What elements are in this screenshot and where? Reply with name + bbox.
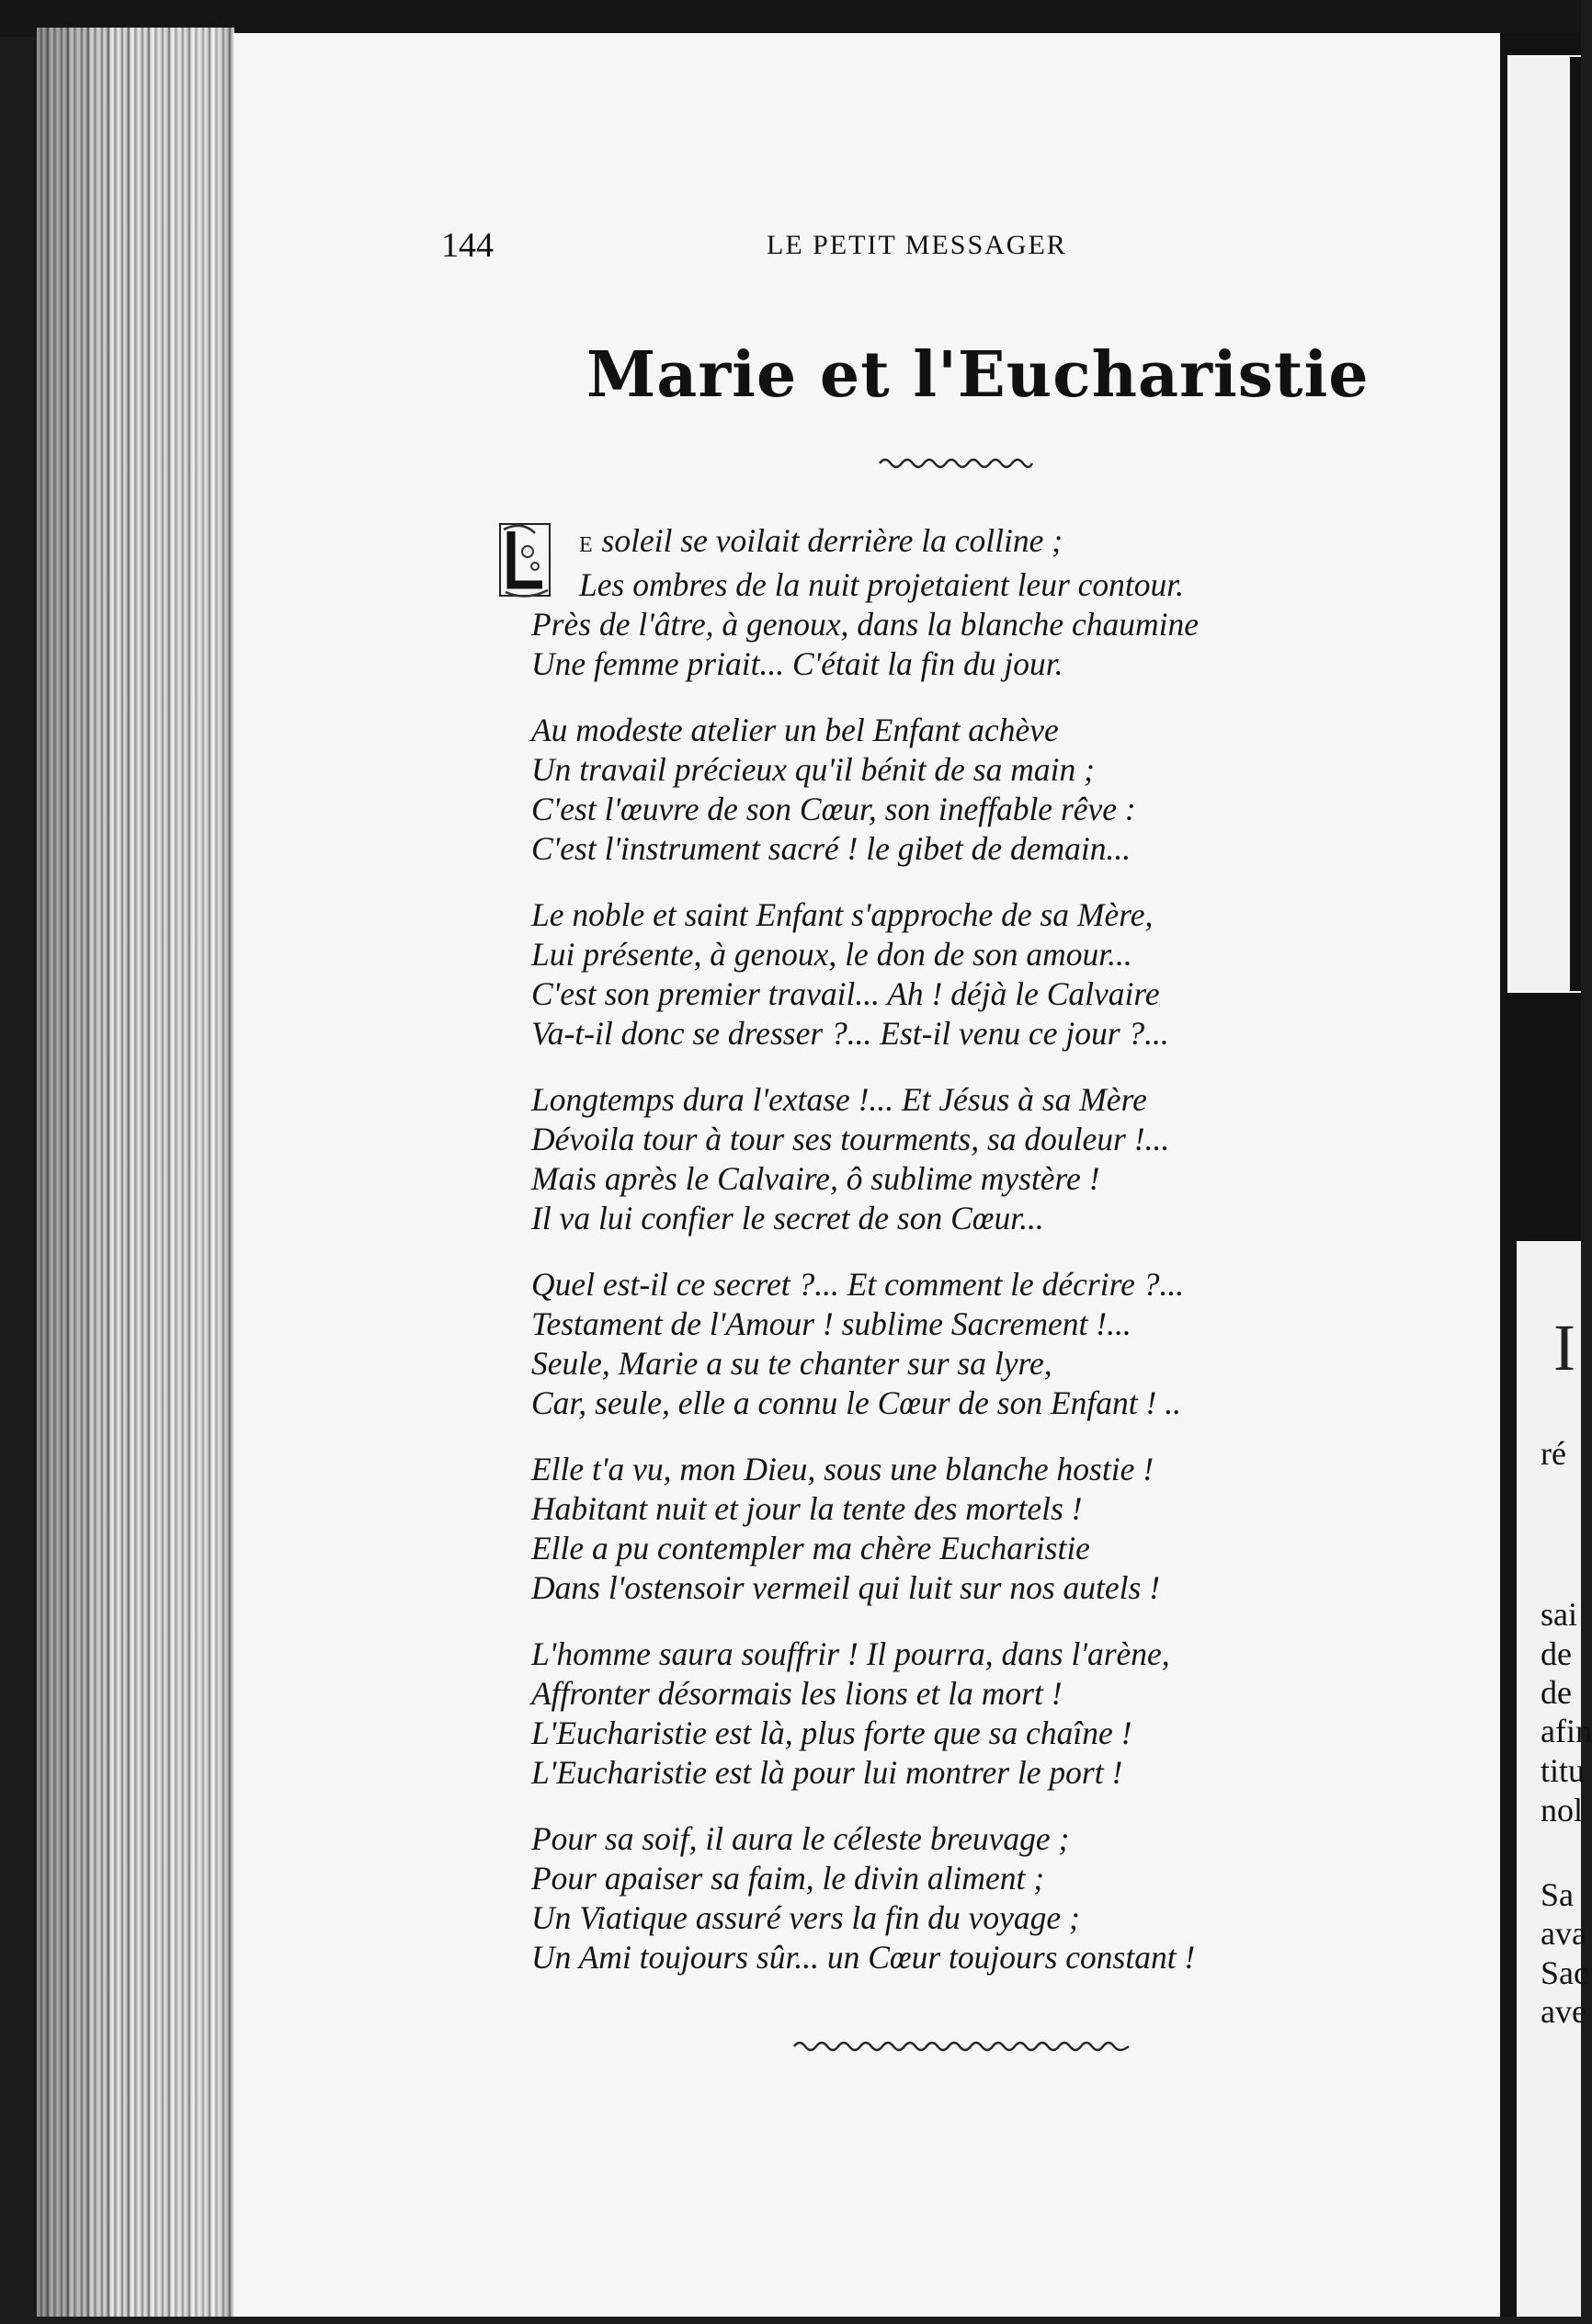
scan-border-top xyxy=(0,0,1581,37)
poem-line: Va-t-il donc se dresser ?... Est-il venu ce jour ?... xyxy=(531,1015,1169,1052)
poem-line: Un Viatique assuré vers la fin du voyage ; xyxy=(531,1899,1080,1936)
poem-line: Pour apaiser sa faim, le divin aliment ; xyxy=(531,1860,1045,1897)
next-page-fragment: de xyxy=(1541,1674,1572,1711)
poem-body xyxy=(531,521,1487,2004)
next-page-fragment: titu xyxy=(1541,1752,1586,1789)
poem-line: L'homme saura souffrir ! Il pourra, dans l'arène, xyxy=(531,1635,1170,1672)
poem-line: Pour sa soif, il aura le céleste breuvage ; xyxy=(531,1820,1070,1857)
stanza xyxy=(531,1080,1487,1238)
stanza xyxy=(531,521,1487,684)
stanza xyxy=(531,1635,1487,1793)
first-line-text: soleil se voilait derrière la colline ; xyxy=(601,522,1063,559)
poem-line: Seule, Marie a su te chanter sur sa lyre, xyxy=(531,1345,1052,1382)
poem-line: Quel est-il ce secret ?... Et comment le décrire ?... xyxy=(531,1266,1185,1303)
stanza xyxy=(531,1819,1487,1977)
poem-line: Elle a pu contempler ma chère Eucharistie xyxy=(531,1530,1090,1566)
poem-line: Car, seule, elle a connu le Cœur de son Enfant ! .. xyxy=(531,1384,1181,1421)
stanza xyxy=(531,1450,1487,1608)
poem-title: Marie et l'Eucharistie xyxy=(586,338,1370,412)
title-ornament xyxy=(878,452,1034,473)
poem-line: Un travail précieux qu'il bénit de sa main ; xyxy=(531,751,1095,788)
poem-line: Les ombres de la nuit projetaient leur contour. xyxy=(579,566,1185,603)
poem-line: Au modeste atelier un bel Enfant achève xyxy=(531,712,1059,748)
page-edges-shading xyxy=(37,28,234,2317)
poem-line: Habitant nuit et jour la tente des mortels ! xyxy=(531,1490,1083,1527)
next-page-fragment: ava xyxy=(1541,1915,1586,1952)
first-line-smallcap: E xyxy=(579,533,594,557)
next-page-fragment: Sa xyxy=(1541,1876,1574,1913)
stanza xyxy=(531,1265,1487,1423)
poem-line: Dévoila tour à tour ses tourments, sa douleur !... xyxy=(531,1121,1170,1157)
page-number: 144 xyxy=(441,226,494,265)
poem-line: L'Eucharistie est là, plus forte que sa chaîne ! xyxy=(531,1715,1132,1751)
poem-line: Longtemps dura l'extase !... Et Jésus à sa Mère xyxy=(531,1081,1147,1118)
poem-line: Mais après le Calvaire, ô sublime mystère ! xyxy=(531,1160,1100,1197)
poem-line: Testament de l'Amour ! sublime Sacrement !... xyxy=(531,1305,1131,1342)
poem-line: Un Ami toujours sûr... un Cœur toujours constant ! xyxy=(531,1939,1196,1976)
next-page-fragment: de xyxy=(1541,1635,1572,1672)
running-head: LE PETIT MESSAGER xyxy=(767,230,1067,260)
poem-line: Affronter désormais les lions et la mort ! xyxy=(531,1675,1063,1712)
poem-line: Une femme priait... C'était la fin du jour. xyxy=(531,645,1063,682)
poem-line: C'est l'œuvre de son Cœur, son ineffable rêve : xyxy=(531,791,1136,827)
poem-line: Près de l'âtre, à genoux, dans la blanche chaumine xyxy=(531,606,1199,643)
stanza xyxy=(531,711,1487,869)
stanza xyxy=(531,895,1487,1054)
next-page-illustration-frame xyxy=(1570,57,1581,991)
next-page-fragment: ave xyxy=(1541,1993,1586,2030)
next-page-fragment: ré xyxy=(1541,1435,1566,1472)
poem-line: Elle t'a vu, mon Dieu, sous une blanche hostie ! xyxy=(531,1451,1154,1487)
poem-line: C'est l'instrument sacré ! le gibet de demain... xyxy=(531,830,1131,867)
poem-line: Il va lui confier le secret de son Cœur... xyxy=(531,1200,1044,1236)
next-page-fragment: afin xyxy=(1541,1713,1592,1749)
poem-line: Dans l'ostensoir vermeil qui luit sur nos autels ! xyxy=(531,1569,1161,1606)
poem-line xyxy=(531,521,1487,565)
poem-line: L'Eucharistie est là pour lui montrer le port ! xyxy=(531,1754,1123,1791)
next-page-fragment: sai xyxy=(1541,1596,1577,1633)
poem-line: C'est son premier travail... Ah ! déjà le Calvaire xyxy=(531,975,1160,1012)
end-ornament xyxy=(792,2035,1132,2056)
next-page-drop-cap: I xyxy=(1553,1311,1575,1384)
poem-line: Le noble et saint Enfant s'approche de sa Mère, xyxy=(531,896,1154,933)
next-page-fragment: Sac xyxy=(1541,1954,1588,1991)
poem-line: Lui présente, à genoux, le don de son amour... xyxy=(531,936,1132,973)
next-page-fragment: nol xyxy=(1541,1792,1584,1828)
